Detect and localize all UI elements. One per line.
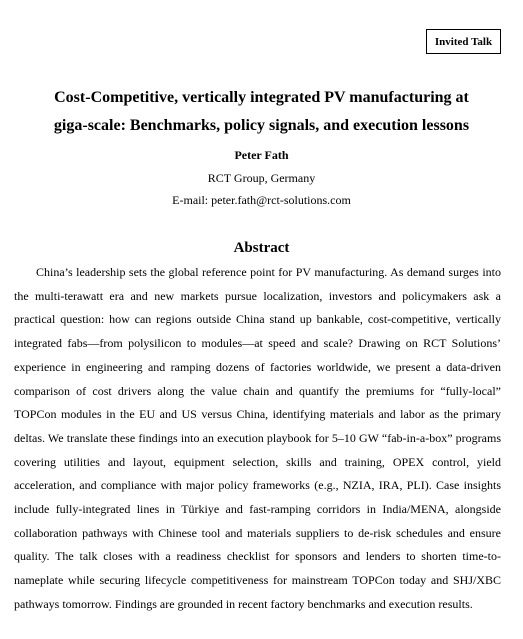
paper-title-line-1: Cost-Competitive, vertically integrated PV manufacturing at	[54, 89, 469, 106]
author-affiliation: RCT Group, Germany	[207, 171, 316, 185]
abstract-body: China’s leadership sets the global reference point for PV manufacturing. As demand surges into the multi-terawatt era and new markets pursue localization, investors and policymakers ask a practical question: how can regions outside China stand up bankable, cost-competitive, vertically integrated fabs—from polysilicon to modules—at speed and scale? Drawing on RCT Solutions’ experience in engineering and ramping dozens of factories worldwide, we present a data-driven comparison of cost drivers along the value chain and quantify the premiums for “fully-local” TOPCon modules in the EU and US versus China, identifying materials and labor as the primary deltas. We translate these findings into an execution playbook for 5–10 GW “fab-in-a-box” programs covering utilities and layout, equipment selection, skills and training, OPEX control, yield acceleration, and compliance with major policy frameworks (e.g., NZIA, IRA, PLI). Case insights include fully-integrated lines in Türkiye and fast-ramping corridors in India/MENA, alongside collaboration pathways with Chinese tool and materials suppliers to de-risk schedules and ensure quality. The talk closes with a readiness checklist for sponsors and lenders to shorten time-to-nameplate while securing lifecycle competitiveness for mainstream TOPCon today and SHJ/XBC pathways tomorrow. Findings are grounded in recent factory benchmarks and execution results.	[14, 265, 501, 611]
author-name: Peter Fath	[234, 148, 289, 162]
invited-talk-badge: Invited Talk	[426, 29, 501, 54]
abstract-heading: Abstract	[233, 240, 290, 256]
author-email: E-mail: peter.fath@rct-solutions.com	[172, 193, 351, 207]
paper-title-line-2: giga-scale: Benchmarks, policy signals, and execution lessons	[53, 117, 470, 134]
